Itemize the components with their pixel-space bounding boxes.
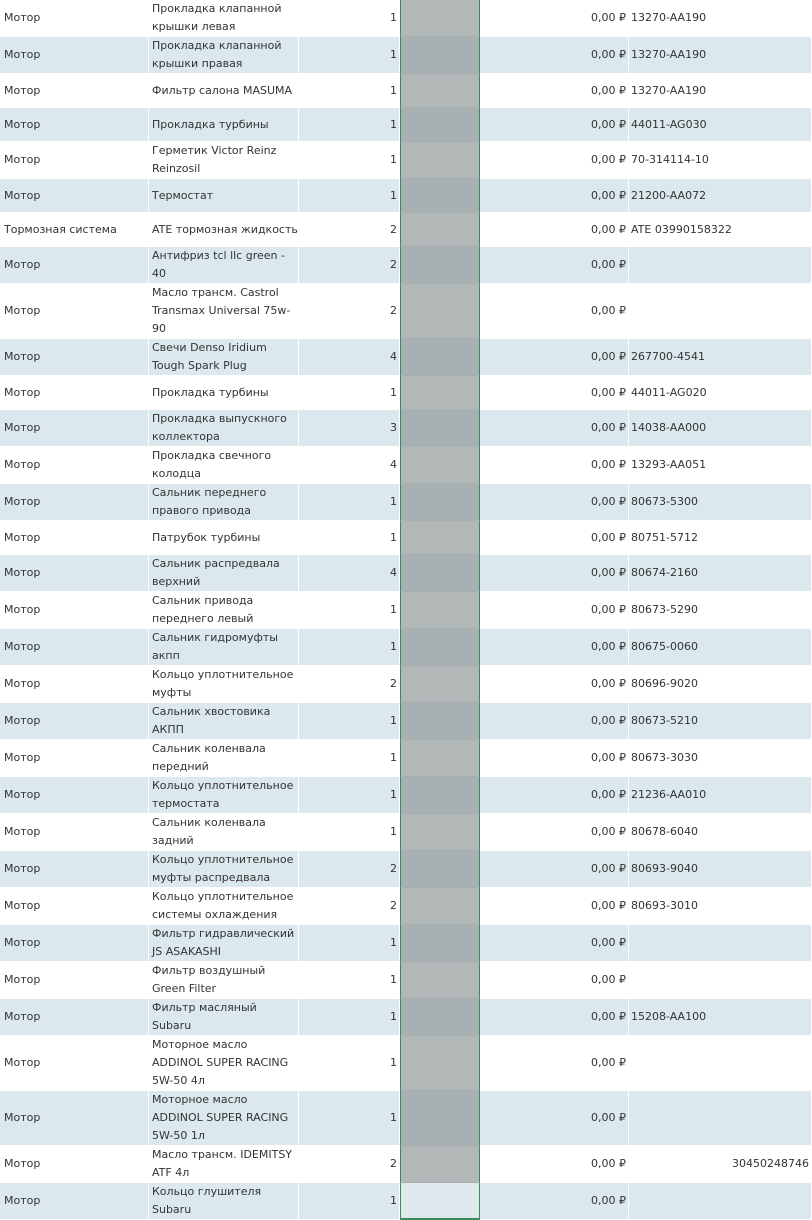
- category-cell[interactable]: Мотор: [0, 37, 149, 74]
- article-cell[interactable]: [629, 213, 812, 247]
- article-cell[interactable]: [629, 962, 812, 999]
- part-name-cell[interactable]: Кольцо уплотнительное термостата: [149, 777, 299, 814]
- quantity-cell[interactable]: 1: [299, 1183, 400, 1220]
- category-cell[interactable]: Мотор: [0, 410, 149, 447]
- quantity-cell[interactable]: 1: [299, 1036, 400, 1091]
- table-row[interactable]: [0, 284, 812, 339]
- category-cell[interactable]: Мотор: [0, 851, 149, 888]
- quantity-cell[interactable]: 1: [299, 521, 400, 555]
- selected-column-cell[interactable]: [400, 74, 480, 108]
- table-row[interactable]: [0, 962, 812, 999]
- article-cell[interactable]: [629, 814, 812, 851]
- category-cell[interactable]: Тормозная система: [0, 213, 149, 247]
- article-number: 80673-3030: [631, 751, 698, 764]
- category-cell[interactable]: Мотор: [0, 925, 149, 962]
- price-cell[interactable]: 0,00 ₽: [480, 179, 629, 213]
- article-cell[interactable]: [629, 1146, 812, 1183]
- table-row[interactable]: [0, 37, 812, 74]
- article-cell[interactable]: [629, 339, 812, 376]
- part-name-cell[interactable]: Прокладка турбины: [149, 376, 299, 410]
- quantity-cell[interactable]: 1: [299, 0, 400, 37]
- article-number: 80693-9040: [631, 862, 698, 875]
- article-cell[interactable]: [629, 703, 812, 740]
- table-row[interactable]: [0, 888, 812, 925]
- article-cell[interactable]: [629, 777, 812, 814]
- selected-column-cell[interactable]: [400, 962, 480, 999]
- table-row[interactable]: [0, 740, 812, 777]
- category-cell[interactable]: Мотор: [0, 447, 149, 484]
- article-cell[interactable]: [629, 179, 812, 213]
- price-cell[interactable]: 0,00 ₽: [480, 521, 629, 555]
- quantity-cell[interactable]: 4: [299, 447, 400, 484]
- article-cell[interactable]: [629, 484, 812, 521]
- price-cell[interactable]: 0,00 ₽: [480, 74, 629, 108]
- selected-column-cell[interactable]: [400, 592, 480, 629]
- quantity-cell[interactable]: 2: [299, 666, 400, 703]
- table-row[interactable]: [0, 629, 812, 666]
- article-cell[interactable]: [629, 999, 812, 1036]
- article-number: 80673-5290: [631, 603, 698, 616]
- price-cell[interactable]: 0,00 ₽: [480, 592, 629, 629]
- quantity-cell[interactable]: 1: [299, 999, 400, 1036]
- table-row[interactable]: [0, 814, 812, 851]
- table-row[interactable]: [0, 142, 812, 179]
- quantity-cell[interactable]: 1: [299, 740, 400, 777]
- article-cell[interactable]: [629, 284, 812, 339]
- part-name-cell[interactable]: Сальник переднего правого привода: [149, 484, 299, 521]
- article-number: 21236-AA010: [631, 788, 707, 801]
- article-number: 70-314114-10: [631, 153, 709, 166]
- selected-column-cell[interactable]: [400, 1183, 480, 1220]
- part-name-cell[interactable]: Масло трансм. IDEMITSY ATF 4л: [149, 1146, 299, 1183]
- article-number: 44011-AG030: [631, 117, 707, 131]
- article-number: 30450248746: [732, 1157, 809, 1170]
- article-number: 80673-5210: [631, 714, 698, 727]
- price-cell[interactable]: 0,00 ₽: [480, 447, 629, 484]
- article-cell[interactable]: [629, 410, 812, 447]
- table-row[interactable]: [0, 0, 812, 37]
- article-cell[interactable]: [629, 37, 812, 74]
- selected-column-cell[interactable]: [400, 740, 480, 777]
- article-number: 80678-6040: [631, 825, 698, 838]
- price-cell[interactable]: 0,00 ₽: [480, 1146, 629, 1183]
- part-name-cell[interactable]: Прокладка свечного колодца: [149, 447, 299, 484]
- article-cell[interactable]: [629, 0, 812, 37]
- part-name-cell[interactable]: Кольцо уплотнительное системы охлаждения: [149, 888, 299, 925]
- table-row[interactable]: [0, 247, 812, 284]
- category-cell[interactable]: Мотор: [0, 1146, 149, 1183]
- price-cell[interactable]: 0,00 ₽: [480, 247, 629, 284]
- article-number: 14038-AA000: [631, 421, 707, 434]
- category-cell[interactable]: Мотор: [0, 814, 149, 851]
- price-cell[interactable]: 0,00 ₽: [480, 410, 629, 447]
- article-number: 80675-0060: [631, 640, 698, 653]
- part-name-cell[interactable]: Герметик Victor Reinz Reinzosil: [149, 142, 299, 179]
- selected-column-cell[interactable]: [400, 37, 480, 74]
- quantity-cell[interactable]: 1: [299, 376, 400, 410]
- price-cell[interactable]: 0,00 ₽: [480, 851, 629, 888]
- quantity-cell[interactable]: 1: [299, 108, 400, 142]
- category-cell[interactable]: Мотор: [0, 740, 149, 777]
- category-cell[interactable]: Мотор: [0, 284, 149, 339]
- part-name-cell[interactable]: Моторное масло ADDINOL SUPER RACING 5W-50 4л: [149, 1036, 299, 1091]
- article-number: 267700-4541: [631, 350, 705, 363]
- article-number: 21200-AA072: [631, 188, 707, 202]
- article-number: 80751-5712: [631, 530, 698, 544]
- price-cell[interactable]: 0,00 ₽: [480, 555, 629, 592]
- selected-column-cell[interactable]: [400, 666, 480, 703]
- article-cell[interactable]: [629, 629, 812, 666]
- selected-column-cell[interactable]: [400, 108, 480, 142]
- part-name-cell[interactable]: Сальник гидромуфты акпп: [149, 629, 299, 666]
- selected-column-cell[interactable]: [400, 447, 480, 484]
- article-cell[interactable]: [629, 521, 812, 555]
- selected-column-cell[interactable]: [400, 999, 480, 1036]
- selected-column-cell[interactable]: [400, 629, 480, 666]
- selected-column-cell[interactable]: [400, 179, 480, 213]
- table-row[interactable]: [0, 179, 812, 213]
- part-name-cell[interactable]: Сальник хвостовика АКПП: [149, 703, 299, 740]
- selected-column-cell[interactable]: [400, 484, 480, 521]
- selected-column-cell[interactable]: [400, 555, 480, 592]
- selected-column-cell[interactable]: [400, 213, 480, 247]
- table-row[interactable]: [0, 666, 812, 703]
- table-row[interactable]: [0, 447, 812, 484]
- price-cell[interactable]: 0,00 ₽: [480, 0, 629, 37]
- article-number: 44011-AG020: [631, 385, 707, 399]
- category-cell[interactable]: Мотор: [0, 962, 149, 999]
- quantity-cell[interactable]: 1: [299, 925, 400, 962]
- part-name-cell[interactable]: Сальник привода переднего левый: [149, 592, 299, 629]
- table-row[interactable]: [0, 108, 812, 142]
- selected-column-cell[interactable]: [400, 851, 480, 888]
- article-cell[interactable]: [629, 1183, 812, 1220]
- part-name-cell[interactable]: Сальник распредвала верхний: [149, 555, 299, 592]
- quantity-cell[interactable]: 4: [299, 339, 400, 376]
- table-row[interactable]: [0, 925, 812, 962]
- quantity-cell[interactable]: 1: [299, 179, 400, 213]
- price-cell[interactable]: 0,00 ₽: [480, 666, 629, 703]
- category-cell[interactable]: Мотор: [0, 484, 149, 521]
- quantity-cell[interactable]: 1: [299, 592, 400, 629]
- table-row[interactable]: [0, 1146, 812, 1183]
- article-cell[interactable]: [629, 1091, 812, 1146]
- quantity-cell[interactable]: 1: [299, 37, 400, 74]
- quantity-cell[interactable]: 2: [299, 888, 400, 925]
- part-name-cell[interactable]: Антифриз tcl llc green - 40: [149, 247, 299, 284]
- selected-column-cell[interactable]: [400, 521, 480, 555]
- price-cell[interactable]: 0,00 ₽: [480, 740, 629, 777]
- table-row[interactable]: [0, 521, 812, 555]
- selected-column-cell[interactable]: [400, 703, 480, 740]
- part-name-cell[interactable]: Свечи Denso Iridium Tough Spark Plug: [149, 339, 299, 376]
- quantity-cell[interactable]: 1: [299, 142, 400, 179]
- category-cell[interactable]: Мотор: [0, 1036, 149, 1091]
- table-row[interactable]: [0, 592, 812, 629]
- article-number: 80696-9020: [631, 677, 698, 690]
- article-cell[interactable]: [629, 925, 812, 962]
- price-cell[interactable]: 0,00 ₽: [480, 888, 629, 925]
- table-row[interactable]: [0, 851, 812, 888]
- part-name-cell[interactable]: Фильтр воздушный Green Filter: [149, 962, 299, 999]
- article-number: 13270-AA190: [631, 83, 707, 97]
- part-name-cell[interactable]: Кольцо уплотнительное муфты: [149, 666, 299, 703]
- selected-column-cell[interactable]: [400, 339, 480, 376]
- category-cell[interactable]: Мотор: [0, 888, 149, 925]
- selected-column-cell[interactable]: [400, 247, 480, 284]
- part-name-cell[interactable]: Сальник коленвала передний: [149, 740, 299, 777]
- part-name-cell[interactable]: Термостат: [149, 179, 299, 213]
- quantity-cell[interactable]: 1: [299, 777, 400, 814]
- quantity-cell[interactable]: 2: [299, 284, 400, 339]
- quantity-cell[interactable]: 1: [299, 484, 400, 521]
- part-name-cell[interactable]: Прокладка клапанной крышки правая: [149, 37, 299, 74]
- table-row[interactable]: [0, 339, 812, 376]
- price-cell[interactable]: 0,00 ₽: [480, 108, 629, 142]
- category-cell[interactable]: Мотор: [0, 521, 149, 555]
- price-cell[interactable]: 0,00 ₽: [480, 484, 629, 521]
- category-cell[interactable]: Мотор: [0, 74, 149, 108]
- quantity-cell[interactable]: 1: [299, 814, 400, 851]
- price-cell[interactable]: 0,00 ₽: [480, 37, 629, 74]
- selected-column-cell[interactable]: [400, 814, 480, 851]
- quantity-cell[interactable]: 2: [299, 247, 400, 284]
- table-row[interactable]: [0, 213, 812, 247]
- article-number: 13293-AA051: [631, 458, 707, 471]
- category-cell[interactable]: Мотор: [0, 703, 149, 740]
- part-name-cell[interactable]: Фильтр гидравлический JS ASAKASHI: [149, 925, 299, 962]
- category-cell[interactable]: Мотор: [0, 999, 149, 1036]
- selected-column-cell[interactable]: [400, 888, 480, 925]
- category-cell[interactable]: Мотор: [0, 666, 149, 703]
- article-cell[interactable]: [629, 851, 812, 888]
- article-cell[interactable]: [629, 108, 812, 142]
- table-row[interactable]: [0, 410, 812, 447]
- quantity-cell[interactable]: 1: [299, 962, 400, 999]
- quantity-cell[interactable]: 2: [299, 213, 400, 247]
- article-number: 13270-AA190: [631, 11, 707, 24]
- selected-column-cell[interactable]: [400, 1036, 480, 1091]
- selected-column-cell[interactable]: [400, 0, 480, 37]
- price-cell[interactable]: 0,00 ₽: [480, 142, 629, 179]
- selected-column-cell[interactable]: [400, 284, 480, 339]
- category-cell[interactable]: Мотор: [0, 179, 149, 213]
- quantity-cell[interactable]: 1: [299, 1091, 400, 1146]
- price-cell[interactable]: 0,00 ₽: [480, 999, 629, 1036]
- part-name-cell[interactable]: Фильтр масляный Subaru: [149, 999, 299, 1036]
- price-cell[interactable]: 0,00 ₽: [480, 1036, 629, 1091]
- quantity-cell[interactable]: 1: [299, 629, 400, 666]
- price-cell[interactable]: 0,00 ₽: [480, 1091, 629, 1146]
- category-cell[interactable]: Мотор: [0, 629, 149, 666]
- part-name-cell[interactable]: Прокладка турбины: [149, 108, 299, 142]
- category-cell[interactable]: Мотор: [0, 555, 149, 592]
- selected-column-cell[interactable]: [400, 142, 480, 179]
- article-number: 13270-AA190: [631, 48, 707, 61]
- article-cell[interactable]: [629, 592, 812, 629]
- selected-column-cell[interactable]: [400, 376, 480, 410]
- article-number: 15208-AA100: [631, 1010, 707, 1023]
- table-row[interactable]: [0, 74, 812, 108]
- part-name-cell[interactable]: Масло трансм. Castrol Transmax Universal 75w-90: [149, 284, 299, 339]
- quantity-cell[interactable]: 4: [299, 555, 400, 592]
- article-cell[interactable]: [629, 888, 812, 925]
- article-cell[interactable]: [629, 666, 812, 703]
- quantity-cell[interactable]: 1: [299, 74, 400, 108]
- table-row[interactable]: [0, 1183, 812, 1220]
- part-name-cell[interactable]: Фильтр салона MASUMA: [149, 74, 299, 108]
- article-cell[interactable]: [629, 555, 812, 592]
- quantity-cell[interactable]: 2: [299, 851, 400, 888]
- price-cell[interactable]: 0,00 ₽: [480, 777, 629, 814]
- category-cell[interactable]: Мотор: [0, 339, 149, 376]
- category-cell[interactable]: Мотор: [0, 1183, 149, 1220]
- category-cell[interactable]: Мотор: [0, 1091, 149, 1146]
- table-row[interactable]: [0, 1091, 812, 1146]
- table-row[interactable]: [0, 777, 812, 814]
- table-row[interactable]: [0, 703, 812, 740]
- article-cell[interactable]: [629, 247, 812, 284]
- article-number: 80674-2160: [631, 566, 698, 579]
- article-number: ATE 03990158322: [631, 222, 732, 236]
- part-name-cell[interactable]: Прокладка клапанной крышки левая: [149, 0, 299, 37]
- selected-column-cell[interactable]: [400, 410, 480, 447]
- category-cell[interactable]: Мотор: [0, 777, 149, 814]
- category-cell[interactable]: Мотор: [0, 592, 149, 629]
- part-name-cell[interactable]: Сальник коленвала задний: [149, 814, 299, 851]
- table-row[interactable]: [0, 376, 812, 410]
- price-cell[interactable]: 0,00 ₽: [480, 703, 629, 740]
- price-cell[interactable]: 0,00 ₽: [480, 284, 629, 339]
- table-row[interactable]: [0, 999, 812, 1036]
- article-number: 80673-5300: [631, 495, 698, 508]
- selected-column-cell[interactable]: [400, 777, 480, 814]
- selected-column-cell[interactable]: [400, 1146, 480, 1183]
- selected-column-cell[interactable]: [400, 925, 480, 962]
- article-cell[interactable]: [629, 447, 812, 484]
- article-cell[interactable]: [629, 74, 812, 108]
- part-name-cell[interactable]: Кольцо уплотнительное муфты распредвала: [149, 851, 299, 888]
- category-cell[interactable]: Мотор: [0, 142, 149, 179]
- article-cell[interactable]: [629, 740, 812, 777]
- part-name-cell[interactable]: Прокладка выпускного коллектора: [149, 410, 299, 447]
- price-cell[interactable]: 0,00 ₽: [480, 339, 629, 376]
- quantity-cell[interactable]: 3: [299, 410, 400, 447]
- category-cell[interactable]: Мотор: [0, 376, 149, 410]
- article-number: 80693-3010: [631, 899, 698, 912]
- article-cell[interactable]: [629, 376, 812, 410]
- selected-column-cell[interactable]: [400, 1091, 480, 1146]
- article-cell[interactable]: [629, 142, 812, 179]
- price-cell[interactable]: 0,00 ₽: [480, 925, 629, 962]
- quantity-cell[interactable]: 1: [299, 703, 400, 740]
- article-cell[interactable]: [629, 1036, 812, 1091]
- price-cell[interactable]: 0,00 ₽: [480, 213, 629, 247]
- table-row[interactable]: [0, 484, 812, 521]
- part-name-cell[interactable]: Моторное масло ADDINOL SUPER RACING 5W-50 1л: [149, 1091, 299, 1146]
- table-row[interactable]: [0, 555, 812, 592]
- category-cell[interactable]: Мотор: [0, 0, 149, 37]
- category-cell[interactable]: Мотор: [0, 108, 149, 142]
- category-cell[interactable]: Мотор: [0, 247, 149, 284]
- price-cell[interactable]: 0,00 ₽: [480, 1183, 629, 1220]
- price-cell[interactable]: 0,00 ₽: [480, 629, 629, 666]
- price-cell[interactable]: 0,00 ₽: [480, 962, 629, 999]
- quantity-cell[interactable]: 2: [299, 1146, 400, 1183]
- price-cell[interactable]: 0,00 ₽: [480, 376, 629, 410]
- part-name-cell[interactable]: Кольцо глушителя Subaru: [149, 1183, 299, 1220]
- price-cell[interactable]: 0,00 ₽: [480, 814, 629, 851]
- part-name-cell[interactable]: Патрубок турбины: [149, 521, 299, 555]
- table-row[interactable]: [0, 1036, 812, 1091]
- part-name-cell[interactable]: ATE тормозная жидкость: [149, 213, 299, 247]
